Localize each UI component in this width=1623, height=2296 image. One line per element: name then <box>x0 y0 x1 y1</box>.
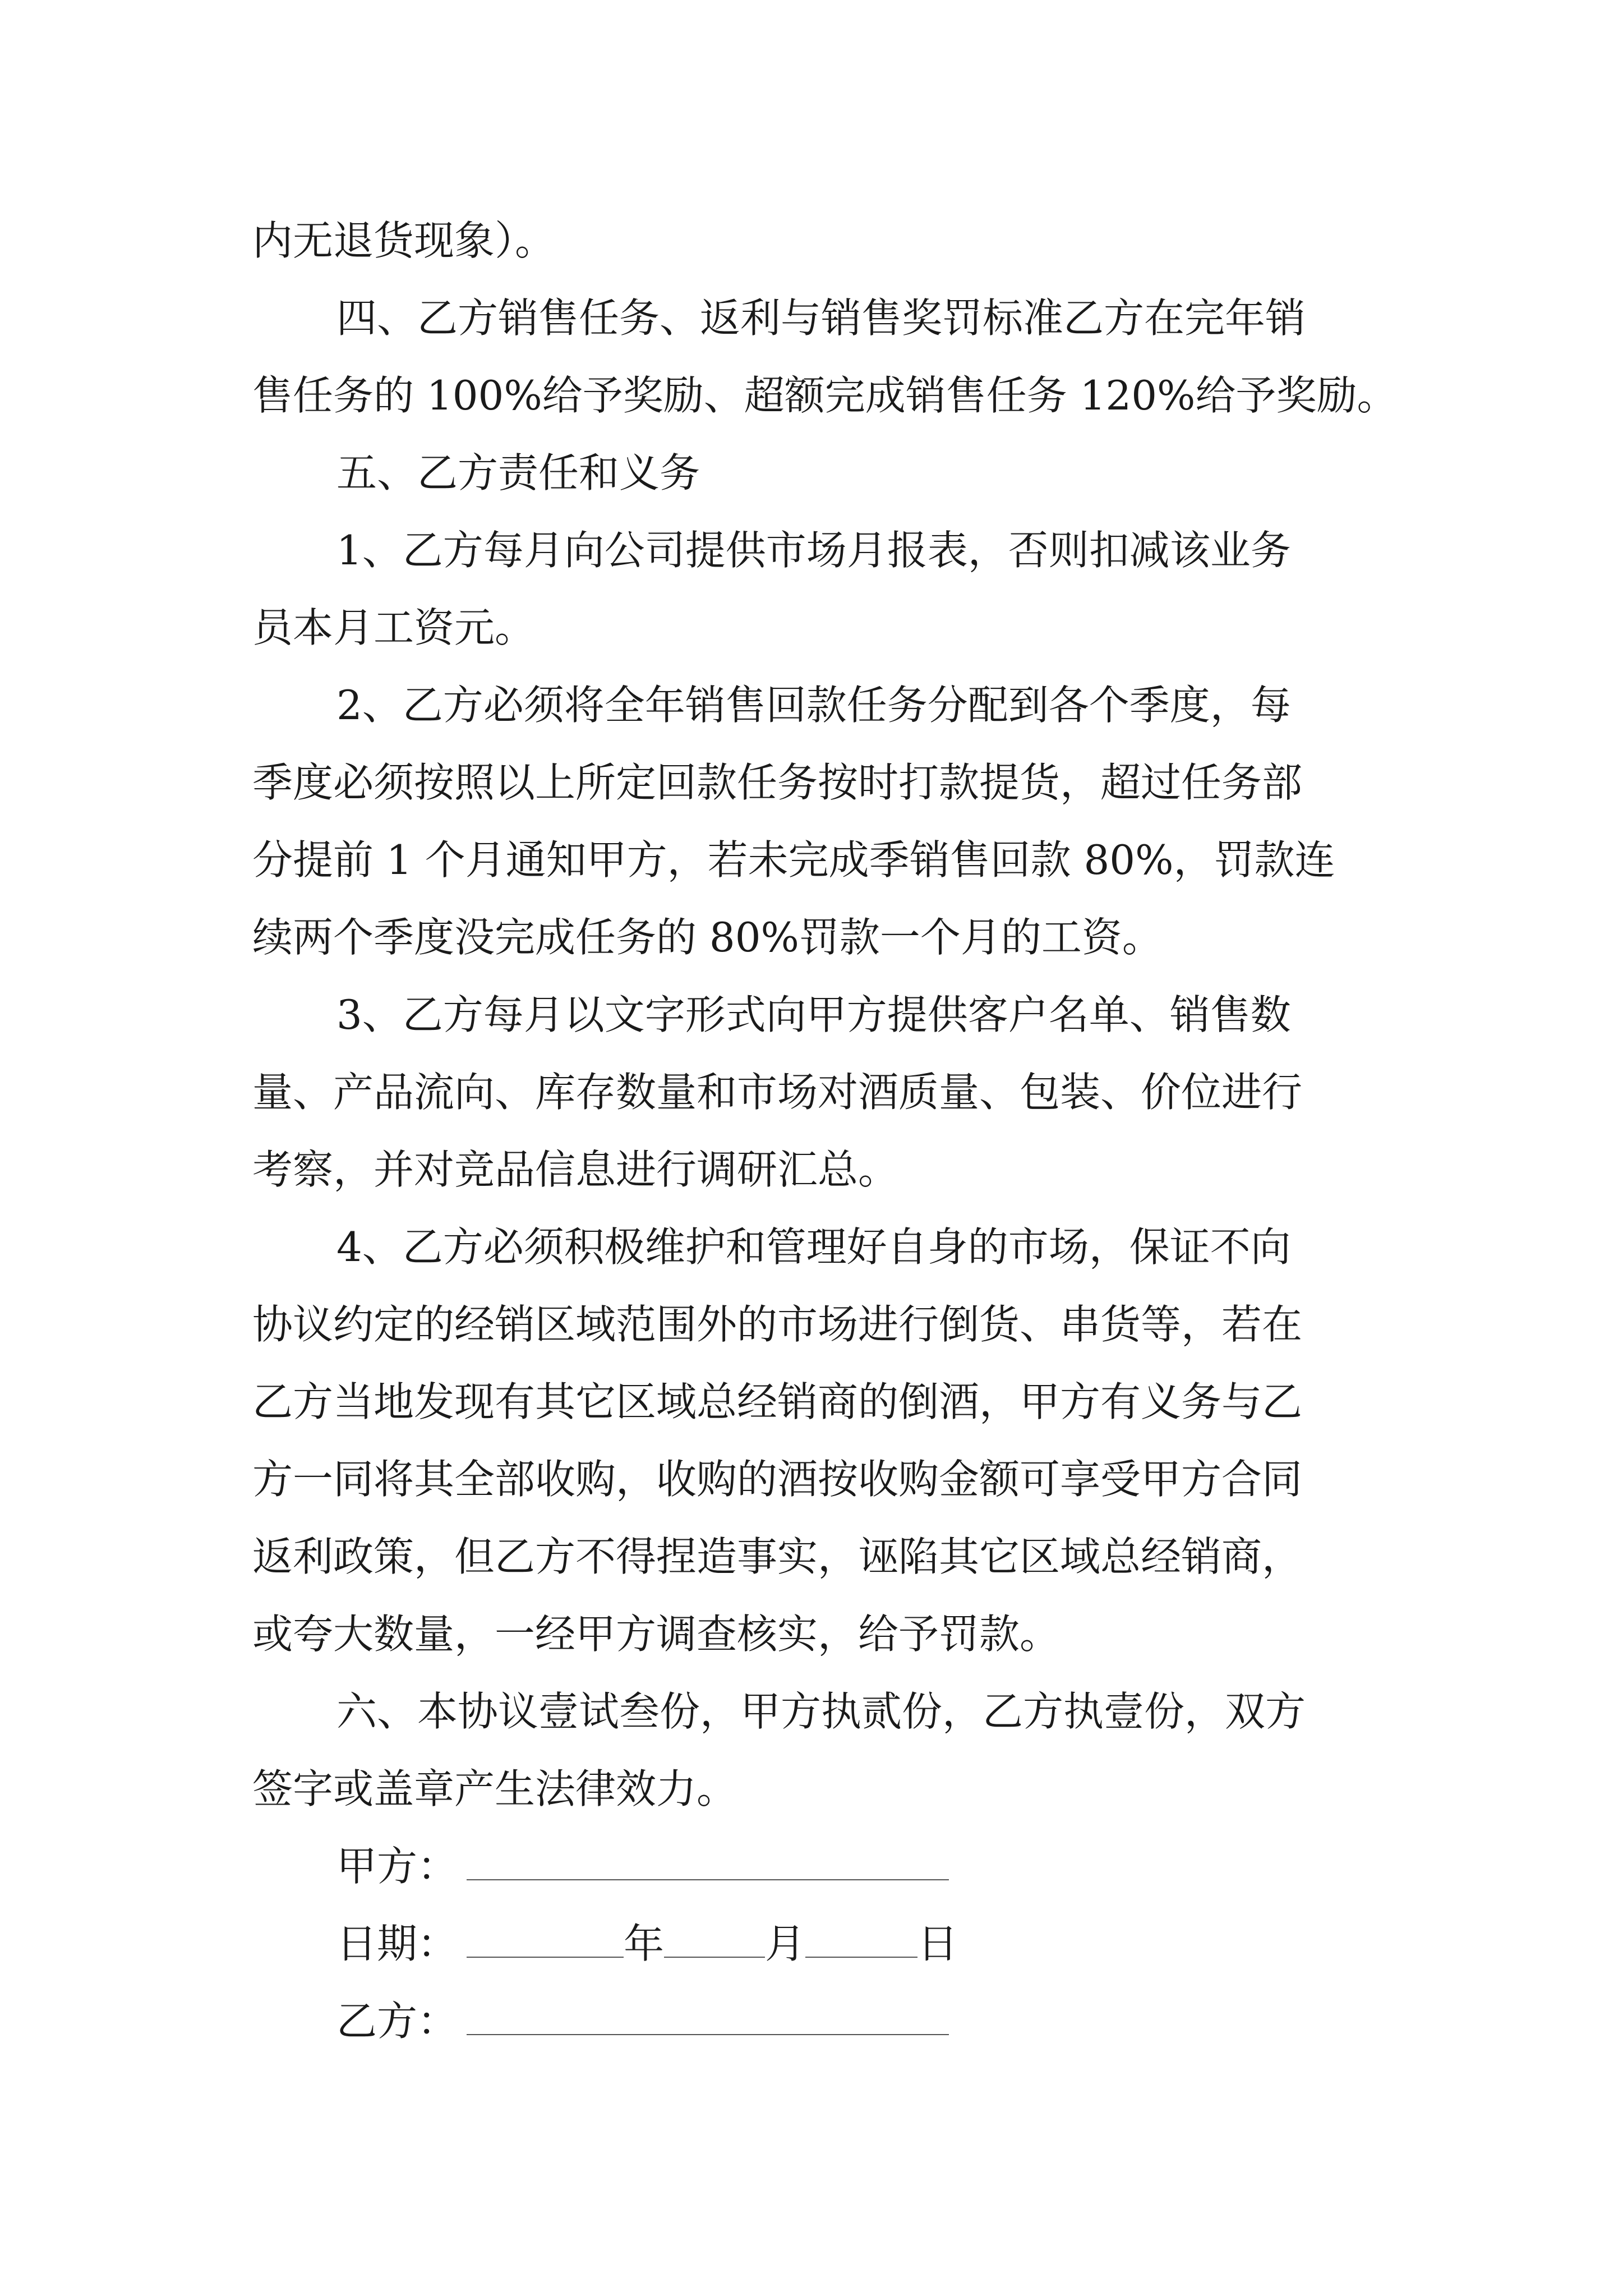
document-page <box>252 202 1398 2060</box>
text-line: 1、乙方每月向公司提供市场月报表，否则扣减该业务 <box>336 527 1291 574</box>
party-a-signature-line <box>252 1828 1374 1905</box>
text-line: 量、产品流向、库存数量和市场对酒质量、包装、价位进行 <box>252 1069 1303 1116</box>
paragraph <box>252 666 1374 976</box>
party-a-blank <box>467 1840 949 1880</box>
date-line <box>252 1905 1374 1982</box>
party-b-blank <box>467 1995 949 2035</box>
paragraph <box>252 1673 1374 1828</box>
day-label: 日 <box>917 1920 958 1967</box>
day-blank <box>805 1917 917 1958</box>
text-line: 四、乙方销售任务、返利与销售奖罚标准乙方在完年销 <box>336 295 1306 342</box>
text-line: 方一同将其全部收购，收购的酒按收购金额可享受甲方合同 <box>252 1456 1303 1503</box>
text-line: 六、本协议壹试叁份，甲方执贰份，乙方执壹份，双方 <box>336 1688 1306 1735</box>
paragraph <box>252 434 1374 512</box>
text-line: 2、乙方必须将全年销售回款任务分配到各个季度，每 <box>336 682 1291 729</box>
text-line: 分提前 1 个月通知甲方，若未完成季销售回款 80%，罚款连 <box>252 836 1335 884</box>
year-blank <box>467 1917 624 1958</box>
text-line: 3、乙方每月以文字形式向甲方提供客户名单、销售数 <box>336 991 1291 1038</box>
text-line: 五、乙方责任和义务 <box>336 449 700 496</box>
text-line: 或夸大数量，一经甲方调查核实，给予罚款。 <box>252 1611 1061 1658</box>
text-line: 季度必须按照以上所定回款任务按时打款提货，超过任务部 <box>252 759 1303 806</box>
paragraph <box>252 512 1374 666</box>
paragraph <box>252 1208 1374 1673</box>
text-line: 返利政策，但乙方不得捏造事实，诬陷其它区域总经销商， <box>252 1533 1303 1580</box>
year-label: 年 <box>624 1920 665 1967</box>
paragraph <box>252 202 1374 279</box>
text-line: 内无退货现象）。 <box>252 217 556 264</box>
text-line: 协议约定的经销区域范围外的市场进行倒货、串货等，若在 <box>252 1301 1303 1348</box>
date-label: 日期： <box>336 1920 458 1967</box>
paragraph <box>252 976 1374 1208</box>
month-label: 月 <box>765 1920 806 1967</box>
paragraph <box>252 279 1398 434</box>
text-line: 续两个季度没完成任务的 80%罚款一个月的工资。 <box>252 914 1163 961</box>
party-a-label: 甲方： <box>336 1843 458 1890</box>
text-line: 4、乙方必须积极维护和管理好自身的市场，保证不向 <box>336 1223 1291 1271</box>
party-b-label: 乙方： <box>336 1998 458 2045</box>
text-line: 员本月工资元。 <box>252 604 536 651</box>
month-blank <box>664 1917 765 1958</box>
party-b-signature-line <box>252 1982 1374 2060</box>
text-line: 乙方当地发现有其它区域总经销商的倒酒，甲方有义务与乙 <box>252 1378 1303 1425</box>
text-line: 考察，并对竞品信息进行调研汇总。 <box>252 1146 899 1193</box>
text-line: 售任务的 100%给予奖励、超额完成销售任务 120%给予奖励。 <box>252 372 1398 419</box>
text-line: 签字或盖章产生法律效力。 <box>252 1765 737 1812</box>
document-body <box>252 202 1398 1828</box>
